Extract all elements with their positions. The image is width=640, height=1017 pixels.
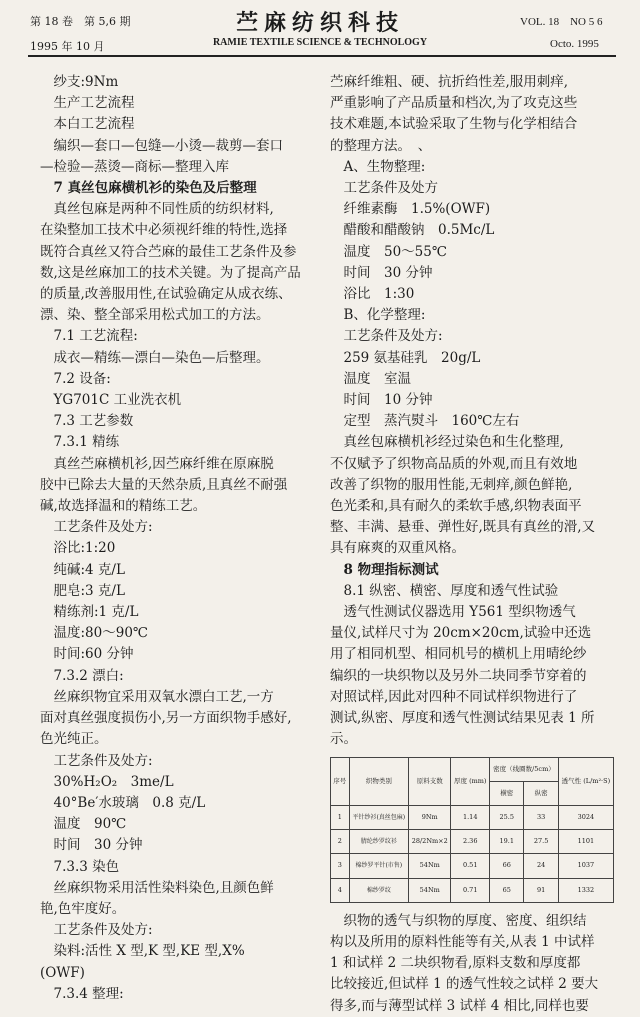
text-line: 构以及所用的原料性能等有关,从表 1 中试样 — [330, 933, 595, 950]
text-line: 7.3.3 染色 — [40, 858, 120, 875]
table-cell-course: 33 — [524, 805, 558, 829]
text-line: 7.3.1 精练 — [40, 434, 120, 451]
table-cell-course: 27.5 — [524, 830, 558, 854]
text-line: 8.1 纵密、横密、厚度和透气性试验 — [330, 582, 559, 599]
text-line: 量仪,试样尺寸为 20cm×20cm,试验中还选 — [330, 625, 592, 642]
text-line: 对照试样,因此对四种不同试样织物进行了 — [330, 688, 578, 705]
text-line: 真丝包麻是两种不同性质的纺织材料, — [40, 201, 274, 218]
table-cell-thick: 1.14 — [451, 805, 490, 829]
text-line: 示。 — [330, 731, 357, 748]
table-cell-type: 棉纱罗平针(市售) — [349, 854, 409, 878]
text-line: 整、丰满、悬垂、弹性好,既具有真丝的滑,又 — [330, 519, 596, 536]
text-line: 色光柔和,具有耐久的柔软手感,织物表面平 — [330, 498, 582, 515]
text-line: 浴比:1:20 — [40, 540, 116, 557]
text-line: 时间 30 分钟 — [330, 264, 433, 281]
text-line: 测试,纵密、厚度和透气性测试结果见表 1 所 — [330, 710, 595, 727]
text-line: 得多,而与薄型试样 3 试样 4 相比,同样也要 — [330, 997, 589, 1014]
text-line: —检验—蒸烫—商标—整理入库 — [40, 158, 229, 175]
results-table — [330, 757, 614, 903]
text-line: 在染整加工技术中必须视纤维的特性,选择 — [40, 222, 288, 239]
text-line: 温度 90℃ — [40, 816, 127, 833]
text-line: 严重影响了产品质量和档次,为了攻克这些 — [330, 95, 578, 112]
text-line: 工艺条件及处方: — [40, 922, 153, 939]
text-line: 浴比 1:30 — [330, 286, 415, 303]
volume-issue-cn: 第 18 卷 第 5,6 期 — [30, 15, 131, 28]
table-cell-thick: 0.51 — [451, 854, 490, 878]
table-cell-count: 54Nm — [409, 854, 451, 878]
text-line: 丝麻织物采用活性染料染色,且颜色鲜 — [40, 879, 274, 896]
text-line: A、生物整理: — [330, 158, 426, 175]
table-cell-type: 平针纱衫(真丝包麻) — [349, 805, 409, 829]
table-cell-count: 54Nm — [409, 878, 451, 902]
journal-title-en: RAMIE TEXTILE SCIENCE & TECHNOLOGY — [212, 37, 428, 48]
text-line: 苎麻纤维粗、硬、抗折绉性差,服用刺痒, — [330, 74, 569, 90]
text-line: 工艺条件及处方: — [330, 328, 443, 345]
text-line: 纯碱:4 克/L — [40, 561, 125, 578]
table-cell-count: 9Nm — [409, 805, 451, 829]
table-cell-wale: 66 — [490, 854, 524, 878]
table-cell-count: 28/2Nm×2 — [409, 830, 451, 854]
table-cell-course: 91 — [524, 878, 558, 902]
page-header — [0, 0, 640, 58]
text-line: 时间 30 分钟 — [40, 837, 143, 854]
text-line: 比较接近,但试样 1 的透气性较之试样 2 要大 — [330, 976, 599, 993]
text-line: 肥皂:3 克/L — [40, 582, 125, 599]
text-line: 工艺条件及处方: — [40, 752, 153, 769]
table-cell-no: 3 — [331, 854, 350, 878]
text-line: 时间:60 分钟 — [40, 646, 134, 663]
text-line: 精练剂:1 克/L — [40, 604, 139, 621]
text-line: 时间 10 分钟 — [330, 392, 433, 409]
text-line: 既符合真丝又符合苎麻的最佳工艺条件及参 — [40, 243, 297, 260]
text-line: 编织—套口—包缝—小烫—裁剪—套口 — [40, 137, 283, 154]
text-line: 艳,色牢度好。 — [40, 900, 126, 917]
th-thickness: 厚度 (mm) — [451, 757, 490, 805]
text-line: 本白工艺流程 — [40, 116, 135, 133]
text-line: 30%H₂O₂ 3me/L — [40, 773, 174, 790]
text-line: 真丝苎麻横机衫,因苎麻纤维在原麻脱 — [40, 455, 274, 472]
text-line: 7.2 设备: — [40, 370, 111, 387]
text-line: 用了相同机型、相同机号的横机上用晴纶纱 — [330, 646, 587, 663]
text-line: 温度:80～90℃ — [40, 625, 149, 642]
table-cell-air: 1101 — [558, 830, 613, 854]
text-line: 7.3 工艺参数 — [40, 413, 134, 430]
table-cell-no: 4 — [331, 878, 350, 902]
table-cell-air: 1037 — [558, 854, 613, 878]
text-line: 真丝包麻横机衫经过染色和生化整理, — [330, 434, 564, 451]
text-line: 改善了织物的服用性能,无刺痒,颜色鲜艳, — [330, 476, 573, 493]
table-row — [331, 805, 614, 829]
th-air-permeability: 透气性 (L/m²·S) — [558, 757, 613, 805]
text-line: 8 物理指标测试 — [330, 561, 439, 578]
text-line: 色光纯正。 — [40, 731, 108, 748]
text-line: 纱支:9Nm — [40, 74, 119, 90]
text-line: 面对真丝强度损伤小,另一方面织物手感好, — [40, 710, 292, 727]
right-column-bottom-text — [330, 911, 622, 1017]
text-line: 不仅赋予了织物高品质的外观,而且有效地 — [330, 455, 578, 472]
text-line: 纤维素酶 1.5%(OWF) — [330, 201, 491, 218]
text-line: 透气性测试仪器选用 Y561 型织物透气 — [330, 604, 576, 621]
text-line: 40°Be′水玻璃 0.8 克/L — [40, 794, 206, 811]
table-cell-air: 3024 — [558, 805, 613, 829]
table-row — [331, 878, 614, 902]
text-line: 1 和试样 2 二块织物看,原料支数和厚度都 — [330, 955, 581, 972]
date-en: Octo. 1995 — [550, 38, 599, 50]
th-wale: 横密 — [490, 781, 524, 805]
journal-title: 苎麻纺织科技 — [235, 10, 404, 36]
text-line: 胶中已除去大量的天然杂质,且真丝不耐强 — [40, 476, 288, 493]
th-count: 原料支数 — [409, 757, 451, 805]
date-cn: 1995 年 10 月 — [30, 40, 105, 53]
text-line: 织物的透气与织物的厚度、密度、组织结 — [330, 912, 587, 929]
text-line: (OWF) — [40, 964, 85, 981]
text-line: 温度 室温 — [330, 370, 411, 387]
table-cell-wale: 25.5 — [490, 805, 524, 829]
text-line: 醋酸和醋酸钠 0.5Mc/L — [330, 222, 495, 239]
text-line: 7 真丝包麻横机衫的染色及后整理 — [40, 180, 257, 197]
table-cell-thick: 0.71 — [451, 878, 490, 902]
volume-issue-en: VOL. 18 NO 5 6 — [520, 16, 603, 28]
text-line: 碱,故选择温和的精练工艺。 — [40, 498, 207, 515]
text-line: 259 氨基硅乳 20g/L — [330, 349, 481, 366]
table-cell-course: 24 — [524, 854, 558, 878]
text-line: 生产工艺流程 — [40, 95, 135, 112]
text-line: 染料:活性 X 型,K 型,KE 型,X% — [40, 943, 245, 960]
text-line: 漂、染、整全部采用松式加工的方法。 — [40, 307, 270, 324]
header-rule — [28, 55, 616, 57]
text-line: 温度 50～55℃ — [330, 243, 447, 260]
table-cell-air: 1332 — [558, 878, 613, 902]
left-column — [40, 72, 318, 1005]
right-column-top-text — [330, 72, 622, 751]
text-line: 工艺条件及处方: — [40, 519, 153, 536]
text-line: 定型 蒸汽熨斗 160℃左右 — [330, 413, 520, 430]
table-cell-no: 2 — [331, 830, 350, 854]
table-cell-type: 腈纶纱罗纹衫 — [349, 830, 409, 854]
text-line: 7.1 工艺流程: — [40, 328, 138, 345]
text-line: 丝麻织物宜采用双氧水漂白工艺,一方 — [40, 688, 274, 705]
table-cell-wale: 65 — [490, 878, 524, 902]
text-line: B、化学整理: — [330, 307, 426, 324]
table-cell-no: 1 — [331, 805, 350, 829]
th-no: 序号 — [331, 757, 350, 805]
text-line: 数,这是丝麻加工的技术关键。为了提高产品 — [40, 264, 301, 281]
th-course: 纵密 — [524, 781, 558, 805]
text-line: 具有麻爽的双重风格。 — [330, 540, 465, 557]
th-type: 织物类别 — [349, 757, 409, 805]
text-line: 7.3.4 整理: — [40, 985, 124, 1002]
table-row — [331, 854, 614, 878]
table-row — [331, 830, 614, 854]
text-line: 成衣—精练—漂白—染色—后整理。 — [40, 349, 270, 366]
right-column — [330, 72, 622, 1017]
text-line: 技术难题,本试验采取了生物与化学相结合 — [330, 116, 578, 133]
table-cell-type: 棉纱罗纹 — [349, 878, 409, 902]
table-cell-wale: 19.1 — [490, 830, 524, 854]
text-line: 工艺条件及处方 — [330, 180, 438, 197]
text-line: 编织的一块织物以及另外二块同季节穿着的 — [330, 667, 587, 684]
th-density: 密度（线圈数/5cm） — [490, 757, 559, 781]
text-line: 的整理方法。 、 — [330, 137, 432, 154]
text-line: 7.3.2 漂白: — [40, 667, 124, 684]
text-line: 的质量,改善服用性,在试验确定从成衣练、 — [40, 286, 292, 303]
text-line: YG701C 工业洗衣机 — [40, 392, 182, 409]
table-cell-thick: 2.36 — [451, 830, 490, 854]
